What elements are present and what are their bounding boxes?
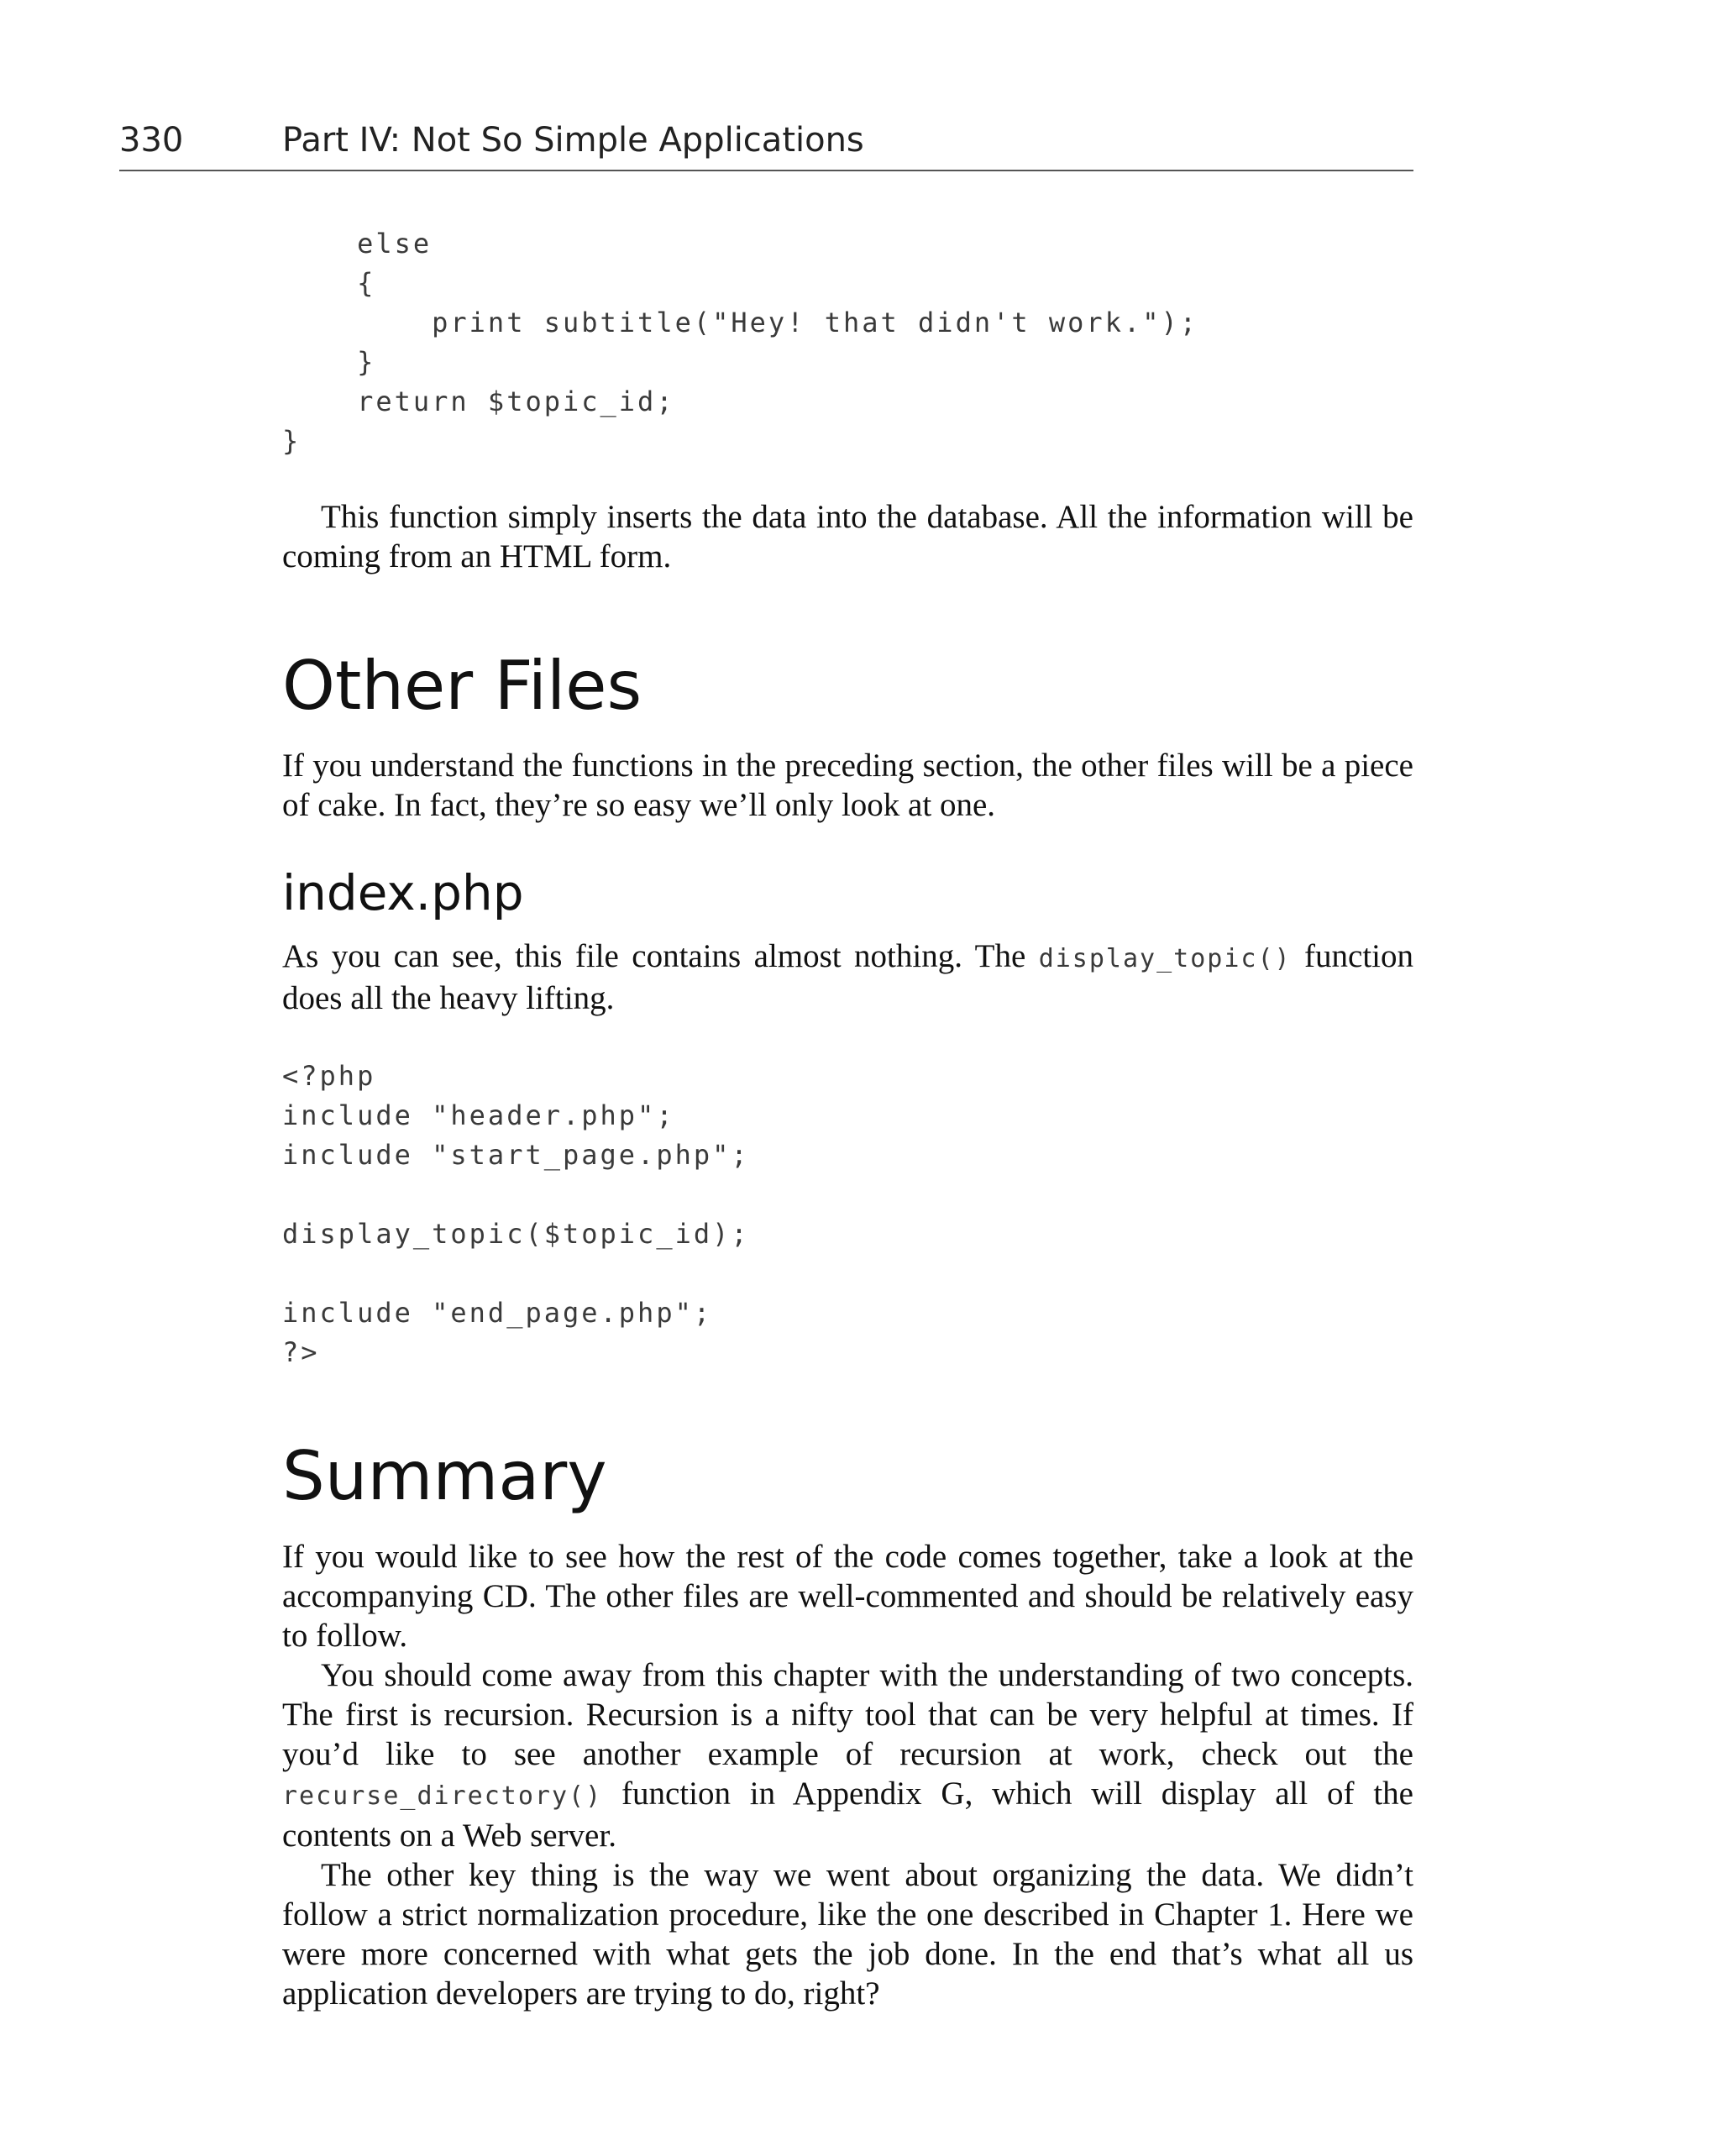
summary-paragraph-3: The other key thing is the way we went about organizing the data. We didn’t follow a strict normalization procedure, like the one described in Chapter 1. Here we were more concerned with what gets the job done. In the end that’s what all us application developers are trying to do, right? bbox=[282, 1857, 1413, 2012]
code-line: } bbox=[282, 346, 376, 378]
inline-code-display-topic: display_topic() bbox=[1038, 944, 1292, 973]
inline-code-recurse-directory: recurse_directory() bbox=[282, 1781, 603, 1811]
code-block-function-end bbox=[282, 224, 1198, 461]
code-line bbox=[282, 1175, 750, 1214]
code-line: else bbox=[282, 228, 433, 260]
page-number: 330 bbox=[119, 121, 184, 160]
paragraph-index-php bbox=[282, 936, 1413, 1018]
summary-paragraph-1: If you would like to see how the rest of the code comes together, take a look at the accompanying CD. The other files are well-commented and should be relatively easy to follow. bbox=[282, 1539, 1413, 1654]
paragraph-text: This function simply inserts the data into the database. All the information will be coming from an HTML form. bbox=[282, 499, 1413, 574]
running-header bbox=[119, 118, 1413, 171]
summary-text bbox=[282, 1537, 1413, 2013]
paragraph-text-part: You should come away from this chapter with the understanding of two concepts. The first is recursion. Recursion is a nifty tool that can be very helpful at times. If you’d like to see another example of recursion at work, check out the bbox=[282, 1657, 1413, 1772]
code-line: include "end_page.php"; bbox=[282, 1297, 713, 1329]
part-title: Part IV: Not So Simple Applications bbox=[282, 121, 864, 160]
code-line: return $topic_id; bbox=[282, 386, 675, 417]
summary-paragraph-2 bbox=[282, 1655, 1413, 1855]
code-line: include "start_page.php"; bbox=[282, 1139, 750, 1171]
code-block-index-php bbox=[282, 1057, 750, 1372]
heading-summary: Summary bbox=[282, 1437, 607, 1515]
paragraph-text: If you understand the functions in the preceding section, the other files will be a piece of cake. In fact, they’re so easy we’ll only look at one. bbox=[282, 748, 1413, 823]
code-line: display_topic($topic_id); bbox=[282, 1218, 750, 1250]
paragraph-text-part: As you can see, this file contains almost nothing. The bbox=[282, 938, 1039, 974]
code-line bbox=[282, 1254, 750, 1293]
code-line: include "header.php"; bbox=[282, 1099, 675, 1131]
paragraph-text bbox=[282, 936, 1413, 1018]
paragraph-other-files bbox=[282, 746, 1413, 825]
code-line: <?php bbox=[282, 1060, 376, 1092]
code-line: { bbox=[282, 267, 376, 299]
code-line: ?> bbox=[282, 1336, 320, 1368]
paragraph-text-part: function does all the heavy lifting. bbox=[282, 938, 1413, 1016]
code-line: } bbox=[282, 425, 302, 457]
paragraph-function-description bbox=[282, 497, 1413, 576]
code-line: print subtitle("Hey! that didn't work."); bbox=[282, 307, 1199, 338]
heading-other-files: Other Files bbox=[282, 647, 642, 725]
paragraph-text-part: function in Appendix G, which will display all of the contents on a Web server. bbox=[282, 1776, 1413, 1854]
heading-index-php: index.php bbox=[282, 864, 524, 921]
